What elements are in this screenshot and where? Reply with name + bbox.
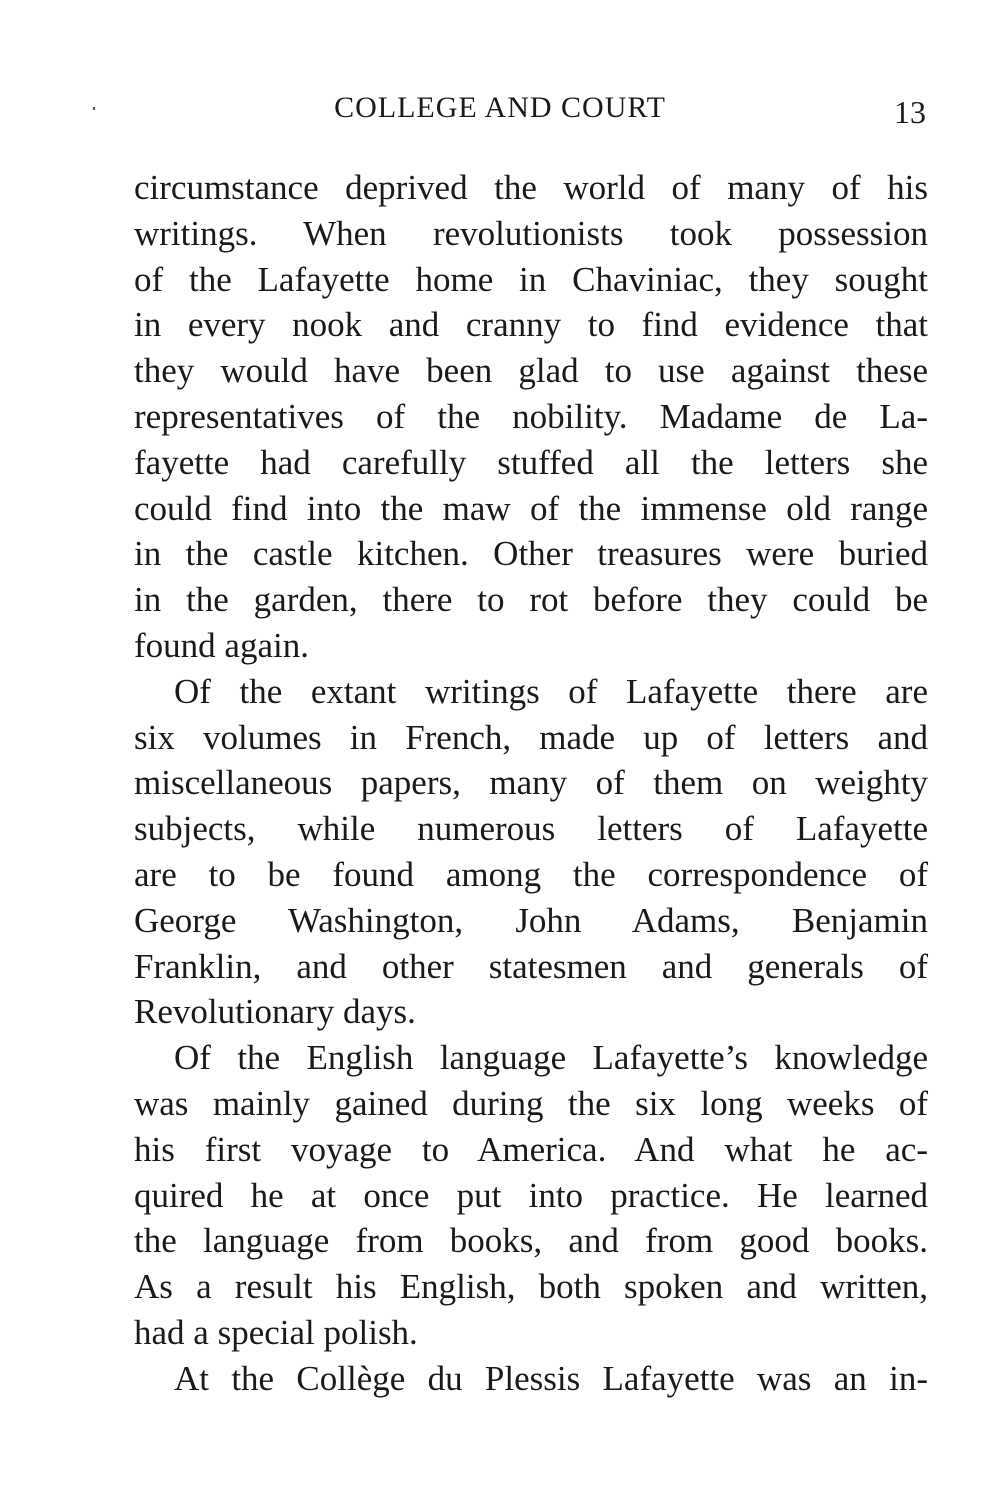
text-line: his first voyage to America. And what he ac-	[134, 1129, 928, 1169]
text-line: Franklin, and other statesmen and generals of	[134, 946, 928, 986]
text-line: in every nook and cranny to find evidence that	[134, 305, 928, 345]
paragraph-1	[134, 165, 928, 669]
paragraph-3	[134, 1035, 928, 1356]
text-line: the language from books, and from good books.	[134, 1221, 928, 1261]
text-line: six volumes in French, made up of letters and	[134, 717, 928, 757]
text-line: At the Collège du Plessis Lafayette was an in-	[174, 1358, 928, 1398]
running-head	[0, 86, 1000, 130]
body-text	[134, 165, 928, 1402]
text-line: writings. When revolutionists took possession	[134, 213, 928, 253]
text-line: Revolutionary days.	[134, 992, 416, 1032]
text-line: found again.	[134, 625, 309, 665]
text-line: representatives of the nobility. Madame de La-	[134, 396, 928, 436]
running-title: COLLEGE AND COURT	[334, 91, 666, 124]
text-line: quired he at once put into practice. He learned	[134, 1175, 928, 1215]
text-line: As a result his English, both spoken and written,	[134, 1267, 928, 1307]
text-line: of the Lafayette home in Chaviniac, they sought	[134, 259, 928, 299]
text-line: subjects, while numerous letters of Lafayette	[134, 809, 928, 849]
text-line: could find into the maw of the immense old range	[134, 488, 928, 528]
paragraph-2	[134, 669, 928, 1035]
text-line: was mainly gained during the six long weeks of	[134, 1083, 928, 1123]
text-line: Of the extant writings of Lafayette there are	[174, 671, 928, 711]
text-line: George Washington, John Adams, Benjamin	[134, 900, 928, 940]
text-line: miscellaneous papers, many of them on weighty	[134, 763, 928, 803]
text-line: fayette had carefully stuffed all the letters she	[134, 442, 928, 482]
text-line: circumstance deprived the world of many of his	[134, 168, 928, 207]
page-number: 13	[894, 94, 926, 130]
text-line: in the garden, there to rot before they could be	[134, 580, 928, 620]
text-line: in the castle kitchen. Other treasures were buried	[134, 534, 928, 574]
text-line: Of the English language Lafayette’s knowledge	[174, 1038, 928, 1078]
paragraph-4	[134, 1356, 928, 1402]
text-line: they would have been glad to use against these	[134, 351, 928, 391]
text-line: had a special polish.	[134, 1312, 418, 1352]
text-line: are to be found among the correspondence of	[134, 854, 928, 894]
